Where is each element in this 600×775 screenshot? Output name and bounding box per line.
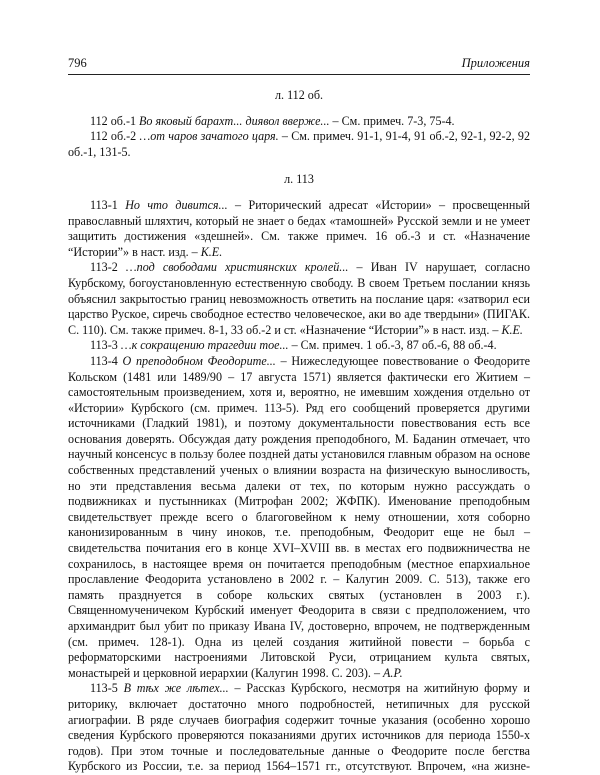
note-ref: 113-3 <box>90 338 118 353</box>
note-entry <box>68 129 530 160</box>
page-number: 796 <box>68 56 87 70</box>
note-author: А.Р. <box>383 665 403 680</box>
section-heading: л. 112 об. <box>274 88 324 102</box>
note-entry <box>68 354 530 681</box>
note-lemma: …под свободами християнских кролей... <box>125 260 349 275</box>
note-entry <box>68 681 530 775</box>
running-head: Приложения <box>461 56 530 70</box>
note-text: – Нижеследующее повествование о Феодорите Кольском (1481 или 1489/90 – 17 августа 1571) является фактически его Житием – самостоятельным произведением, хотя и, вероятно, не имевшим хождения отдельно от «Истории» Курбского (см. примеч. 113-5). Ряд его сообщений проверяется другими источниками (Гладкий 1981), и поэтому документальности повествования есть все основания доверять. Обсуждая дату рождения преподобного, М. Баданин отмечает, что научный консенсус в пользу более поздней даты установился главным образом на основе собственных представлений ученых о влиянии возраста на физическую выносливость, но эти представления весьма далеки от тех, по которым нужно рассуждать о подвижниках и пустынниках (Митрофан 2002; ЖФПК). Именование преподобным свидетельствует прежде всего о благоговейном к нему отношении, хотя соборно канонизированным в чину иноков, т.е. преподобным, Феодорит еще не был – свидетельства почитания его в конце XVI–XVIII вв. в местах его подвижничества не сохранилось, в настоящее время он почитается преподобным (местное епархиальное прославление Феодорита установлено в 2002 г. – Калугин 2009. С. 513), также его память празднуется в соборе кольских святых (установлен в 2003 г.). Священномученичеком Курбский именует Феодорита в связи с предположением, что архимандрит был убит по приказу Ивана IV, достоверно, впрочем, не подтвержденным (см. примеч. 128-1). Одна из целей создания житийной повести – борьба с реформаторскими настроениями Литовской Руси, отрицанием культа святых, монастырей и церковной иерархии (Калугин 1998. С. 203). – <box>68 353 530 680</box>
page-header <box>68 56 530 72</box>
note-text: – Иван IV нарушает, согласно Курбскому, богоустановленную естественную свободу. В своем Третьем послании князь объяснил закрытостью границ невозможность ответить на послание царя: «затворил еси царство Руское, сиречь свободное естество человеческое, аки во аде твердыни» (ПИГАК. С. 110). См. также примеч. 8-1, 33 об.-2 и ст. «Назначение “Истории”» в наст. изд. – <box>68 260 531 337</box>
note-lemma: О преподобном Феодорите... <box>122 353 276 368</box>
note-text: – См. примеч. 7-3, 75-4. <box>332 113 455 128</box>
note-text: – Риторический адресат «Истории» – просвещенный православный шляхтич, который не знает о бедах «тамошней» Русской земли и не умеет защитить достижения «здешней». См. также примеч. 16 об.-3 и ст. «Назначение “Истории”» в наст. изд. – <box>68 197 530 259</box>
note-ref: 113-5 <box>90 681 118 696</box>
header-rule <box>68 74 530 75</box>
page-body <box>68 88 530 775</box>
note-ref: 112 об.-1 <box>90 113 137 128</box>
note-text: – См. примеч. 1 об.-3, 87 об.-6, 88 об.-4. <box>291 338 497 353</box>
note-lemma: Во яковый барахт... диявол вверже... <box>139 113 330 128</box>
note-ref: 113-2 <box>90 260 118 275</box>
note-entry <box>68 338 530 354</box>
note-lemma: Но что дивится... <box>125 197 228 212</box>
note-entry <box>68 114 530 130</box>
section-heading: л. 113 <box>284 172 314 187</box>
note-text: – См. примеч. 91-1, 91-4, 91 об.-2, 92-1, 92-2, 92 об.-1, 131-5. <box>68 129 530 159</box>
note-lemma: В тѣх же лѣтех... <box>123 681 229 696</box>
note-author: К.Е. <box>501 322 523 337</box>
note-lemma: …от чаров зачатого царя. <box>139 129 279 144</box>
note-text: – Рассказ Курбского, несмотря на житийную форму и риторику, включает достаточно много подробностей, нетипичных для русской агиографии. В ряде случаев биография содержит точные указания (особенно хорошо сведения Курбского проверяются показаниями других источников для периода 1550-х годов). При этом точные и последовательные данные о Феодорите после бегства Курбского из России, т.е. за период 1564–1571 гг., отсутствуют. Впрочем, «на жизне- <box>68 681 530 774</box>
note-ref: 113-1 <box>90 197 118 212</box>
note-author: К.Е. <box>200 244 223 259</box>
note-ref: 113-4 <box>90 353 118 368</box>
note-ref: 112 об.-2 <box>90 129 137 144</box>
note-lemma: …к сокращению трагедии тое... <box>120 338 289 353</box>
note-entry <box>68 198 530 260</box>
note-entry <box>68 260 530 338</box>
